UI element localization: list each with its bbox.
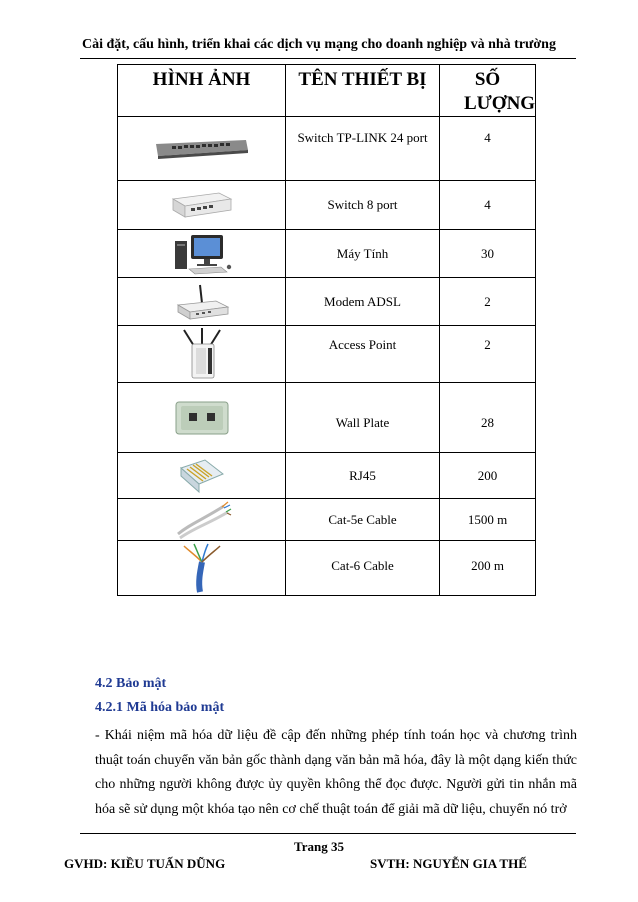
footer-rule	[80, 833, 576, 834]
row-image-cell	[118, 383, 286, 453]
row-quantity: 28	[440, 383, 536, 453]
row-device-name: Cat-5e Cable	[286, 499, 440, 541]
row-device-name: Switch 8 port	[286, 181, 440, 230]
wall-plate-icon	[118, 399, 285, 437]
equipment-table	[117, 64, 536, 596]
row-device-name: RJ45	[286, 453, 440, 499]
table-row	[118, 181, 536, 230]
rj45-icon	[118, 456, 285, 496]
row-image-cell	[118, 453, 286, 499]
section-heading-4-2: 4.2 Bảo mật	[95, 676, 167, 691]
cat6-cable-icon	[118, 542, 285, 594]
row-quantity: 2	[440, 278, 536, 326]
cat5e-cable-icon	[118, 500, 285, 540]
header-qty: SỐ LƯỢNG	[440, 65, 536, 117]
access-point-icon	[118, 326, 285, 382]
table-row	[118, 541, 536, 596]
table-row	[118, 499, 536, 541]
footer-instructor: GVHD: KIỀU TUẤN DŨNG	[64, 856, 226, 871]
row-quantity: 2	[440, 326, 536, 383]
table-row	[118, 453, 536, 499]
computer-icon	[118, 233, 285, 275]
row-quantity: 200 m	[440, 541, 536, 596]
row-image-cell	[118, 278, 286, 326]
row-device-name: Access Point	[286, 326, 440, 383]
row-device-name: Cat-6 Cable	[286, 541, 440, 596]
switch-24-port-icon	[118, 136, 285, 162]
header-rule	[80, 58, 576, 59]
row-quantity: 200	[440, 453, 536, 499]
page-header-title: Cài đặt, cấu hình, triển khai các dịch vụ mạng cho doanh nghiệp và nhà trường	[82, 37, 556, 52]
table-row	[118, 383, 536, 453]
section-heading-4-2-1: 4.2.1 Mã hóa bảo mật	[95, 700, 225, 715]
modem-icon	[118, 281, 285, 323]
page-number: Trang 35	[294, 839, 344, 854]
row-image-cell	[118, 499, 286, 541]
table-header-row	[118, 65, 536, 117]
table-row	[118, 278, 536, 326]
table-row	[118, 117, 536, 181]
row-image-cell	[118, 230, 286, 278]
header-device: TÊN THIẾT BỊ	[286, 65, 440, 117]
row-image-cell	[118, 541, 286, 596]
row-quantity: 4	[440, 181, 536, 230]
switch-8-port-icon	[118, 189, 285, 221]
row-device-name: Switch TP-LINK 24 port	[286, 117, 440, 181]
body-paragraph: - Khái niệm mã hóa dữ liệu đề cập đến những phép tính toán học và chương trình thuật toán chuyển văn bản gốc thành dạng văn bản mã hóa, đây là một dạng kiến thức cho những người không được ủy quyền không thể đọc được. Người gửi tin nhắn mã hóa sẽ sử dụng một khóa tạo nên cơ chế thuật toán để giải mã dữ liệu, chuyển nó trở	[95, 728, 577, 817]
row-device-name: Modem ADSL	[286, 278, 440, 326]
row-image-cell	[118, 181, 286, 230]
footer-student: SVTH: NGUYỄN GIA THẾ	[370, 856, 527, 871]
row-quantity: 30	[440, 230, 536, 278]
row-image-cell	[118, 117, 286, 181]
header-image: HÌNH ẢNH	[118, 65, 286, 117]
row-device-name: Wall Plate	[286, 383, 440, 453]
row-quantity: 4	[440, 117, 536, 181]
row-quantity: 1500 m	[440, 499, 536, 541]
table-row	[118, 326, 536, 383]
row-device-name: Máy Tính	[286, 230, 440, 278]
table-row	[118, 230, 536, 278]
row-image-cell	[118, 326, 286, 383]
